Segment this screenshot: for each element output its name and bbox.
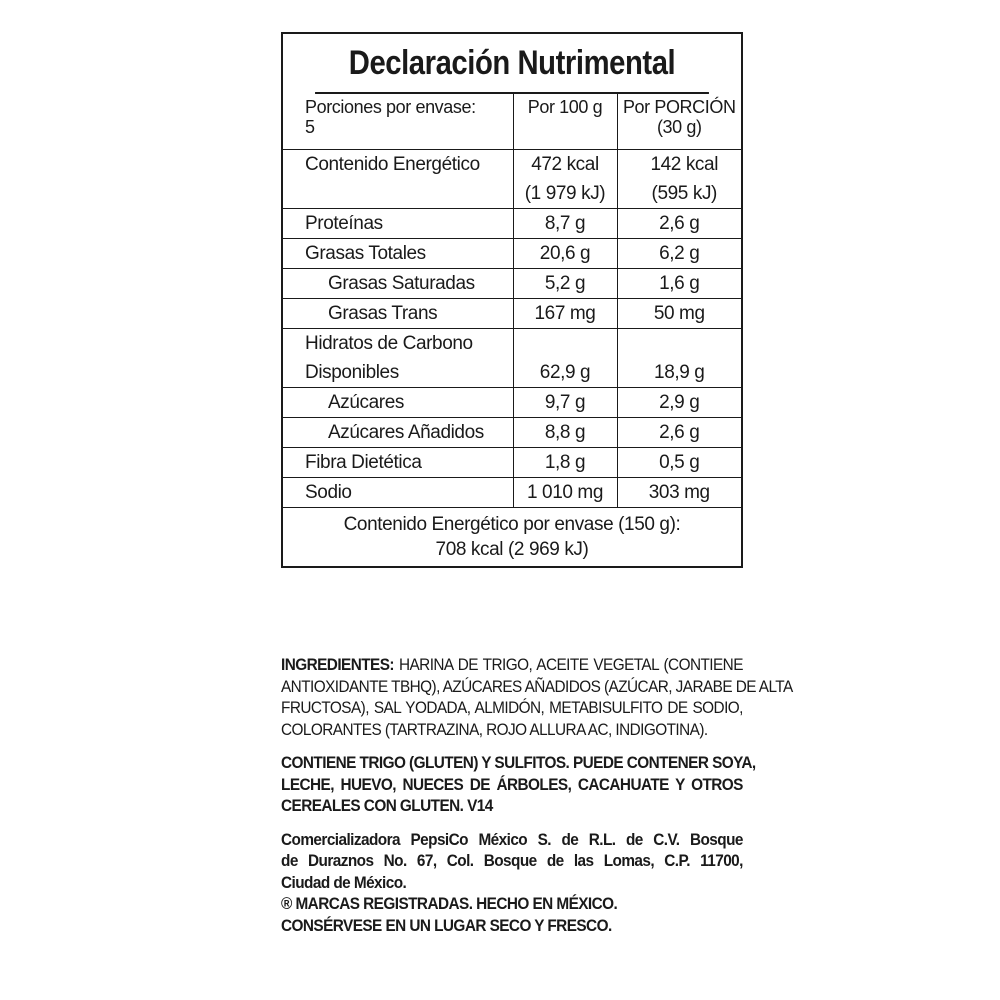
allergens-paragraph: [281, 753, 756, 818]
nutrient-name: Fibra Dietética: [283, 447, 513, 477]
table-row: [283, 298, 741, 328]
company-line2: de Duraznos No. 67, Col. Bosque de las Lomas, C.P. 11700,: [281, 852, 743, 870]
company-line3: Ciudad de México.: [281, 873, 407, 892]
per100-header: Por 100 g: [513, 94, 617, 149]
value-perportion: 6,2 g: [617, 238, 741, 268]
table-row: [283, 208, 741, 238]
nutrient-name-line2: Disponibles: [305, 361, 399, 383]
value-per100: 167 mg: [513, 298, 617, 328]
table-row: [283, 417, 741, 447]
energy-per-package-line2: 708 kcal (2 969 kJ): [435, 538, 589, 560]
table-row: [283, 328, 741, 387]
value-perportion-kj: (595 kJ): [651, 182, 717, 204]
header-row: [283, 94, 741, 149]
ingredients-line2: ANTIOXIDANTE TBHQ), AZÚCARES AÑADIDOS (AZÚCAR, JARABE DE ALTA: [281, 677, 793, 696]
value-perportion: 1,6 g: [617, 268, 741, 298]
nutrient-name: Grasas Totales: [283, 238, 513, 268]
allergens-line2: LECHE, HUEVO, NUECES DE ÁRBOLES, CACAHUATE Y OTROS: [281, 775, 743, 794]
value-per100: 9,7 g: [513, 387, 617, 417]
nutrient-name: Grasas Trans: [283, 298, 513, 328]
registered-marks-line: ® MARCAS REGISTRADAS. HECHO EN MÉXICO.: [281, 895, 618, 913]
nutrient-name: Contenido Energético: [283, 149, 513, 208]
ingredients-paragraph: [281, 655, 793, 741]
value-per100: [513, 149, 617, 208]
nutrient-name-line1: Hidratos de Carbono: [305, 332, 473, 354]
footer-row: [283, 507, 741, 566]
value-perportion: 303 mg: [617, 477, 741, 507]
value-per100-kcal: 472 kcal: [531, 153, 599, 175]
energy-per-package: [283, 507, 741, 566]
perportion-header: [617, 94, 741, 149]
perportion-label: Por PORCIÓN: [622, 97, 736, 117]
portions-cell: [283, 94, 513, 149]
ingredients-label: INGREDIENTES:: [281, 656, 394, 674]
storage-line: CONSÉRVESE EN UN LUGAR SECO Y FRESCO.: [281, 916, 612, 935]
value-per100: 8,7 g: [513, 208, 617, 238]
value-per100-kj: (1 979 kJ): [524, 182, 606, 204]
portions-label: Porciones por envase:: [305, 97, 476, 117]
value-per100: 8,8 g: [513, 417, 617, 447]
value-per100: 1 010 mg: [513, 477, 617, 507]
nutrient-name: Sodio: [283, 477, 513, 507]
value-per100: [513, 328, 617, 387]
table-row: [283, 387, 741, 417]
table-row: [283, 268, 741, 298]
nutrient-name: Azúcares: [283, 387, 513, 417]
value-perportion: 2,6 g: [617, 208, 741, 238]
value-perportion: [617, 149, 741, 208]
nutrient-name: Grasas Saturadas: [283, 268, 513, 298]
nutrition-title: Declaración Nutrimental: [315, 34, 709, 94]
package-text-block: [281, 655, 793, 949]
table-row: [283, 238, 741, 268]
value-per100: 5,2 g: [513, 268, 617, 298]
nutrient-name: [283, 328, 513, 387]
nutrient-name: Proteínas: [283, 208, 513, 238]
value-perportion: 50 mg: [617, 298, 741, 328]
allergens-line1: CONTIENE TRIGO (GLUTEN) Y SULFITOS. PUEDE CONTENER SOYA,: [281, 754, 756, 772]
value-perportion-text: 18,9 g: [654, 361, 705, 383]
table-row: [283, 477, 741, 507]
company-line1: Comercializadora PepsiCo México S. de R.L. de C.V. Bosque: [281, 830, 743, 849]
ingredients-line3: FRUCTOSA), SAL YODADA, ALMIDÓN, METABISULFITO DE SODIO,: [281, 699, 743, 717]
value-per100: 20,6 g: [513, 238, 617, 268]
nutrient-name: Azúcares Añadidos: [283, 417, 513, 447]
value-perportion: 2,6 g: [617, 417, 741, 447]
value-perportion: 2,9 g: [617, 387, 741, 417]
nutrition-grid: [283, 94, 741, 566]
table-row: [283, 149, 741, 208]
nutrition-facts-table: [281, 32, 743, 568]
ingredients-line4: COLORANTES (TARTRAZINA, ROJO ALLURA AC, INDIGOTINA).: [281, 720, 708, 739]
table-row: [283, 447, 741, 477]
energy-per-package-line1: Contenido Energético por envase (150 g):: [343, 513, 681, 535]
value-per100-text: 62,9 g: [539, 361, 591, 383]
value-per100: 1,8 g: [513, 447, 617, 477]
ingredients-line1: HARINA DE TRIGO, ACEITE VEGETAL (CONTIENE: [398, 656, 743, 674]
company-paragraph: [281, 830, 743, 938]
value-perportion: 0,5 g: [617, 447, 741, 477]
allergens-line3: CEREALES CON GLUTEN. V14: [281, 797, 493, 815]
perportion-size: (30 g): [656, 117, 702, 137]
value-perportion: [617, 328, 741, 387]
portions-value: 5: [305, 117, 315, 137]
value-perportion-kcal: 142 kcal: [650, 153, 719, 175]
